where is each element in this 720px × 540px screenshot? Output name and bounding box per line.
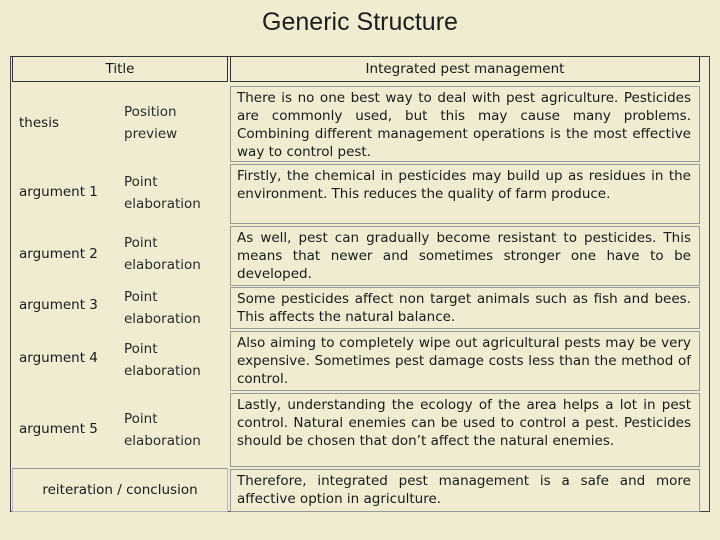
row-role-argument-2: Point elaboration [124,235,201,273]
row-text-argument-4: Also aiming to completely wipe out agricultural pests may be very expensive. Sometimes pest damage costs less than the method of control. [230,331,700,391]
row-text-argument-1: Firstly, the chemical in pesticides may build up as residues in the environment. This reduces the quality of farm produce. [230,164,700,224]
row-label-thesis: thesis [19,115,59,131]
row-label-argument-5: argument 5 [19,421,98,437]
row-label-argument-4: argument 4 [19,350,98,366]
row-role-argument-1: Point elaboration [124,174,201,212]
row-role-argument-5: Point elaboration [124,411,201,449]
header-topic-cell: Integrated pest management [230,56,700,82]
row-role-argument-4: Point elaboration [124,341,201,379]
row-text-argument-2: As well, pest can gradually become resistant to pesticides. This means that newer and sometimes stronger one have to be developed. [230,226,700,286]
header-title-cell: Title [12,56,228,82]
row-text-thesis: There is no one best way to deal with pest agriculture. Pesticides are commonly used, but this may cause many problems. Combining different management operations is the most effective way to control pest. [230,86,700,162]
row-role-thesis: Position preview [124,104,178,142]
row-label-argument-3: argument 3 [19,297,98,313]
row-role-argument-3: Point elaboration [124,289,201,327]
conclusion-label: reiteration / conclusion [42,482,198,498]
conclusion-text: Therefore, integrated pest management is a safe and more affective option in agriculture. [230,469,700,512]
row-text-argument-5: Lastly, understanding the ecology of the area helps a lot in pest control. Natural enemies can be used to control a pest. Pesticides should be chosen that don’t affect the natural enemies. [230,393,700,467]
row-label-argument-2: argument 2 [19,246,98,262]
row-text-argument-3: Some pesticides affect non target animals such as fish and bees. This affects the natural balance. [230,287,700,329]
row-label-argument-1: argument 1 [19,184,98,200]
slide-title: Generic Structure [262,8,458,36]
